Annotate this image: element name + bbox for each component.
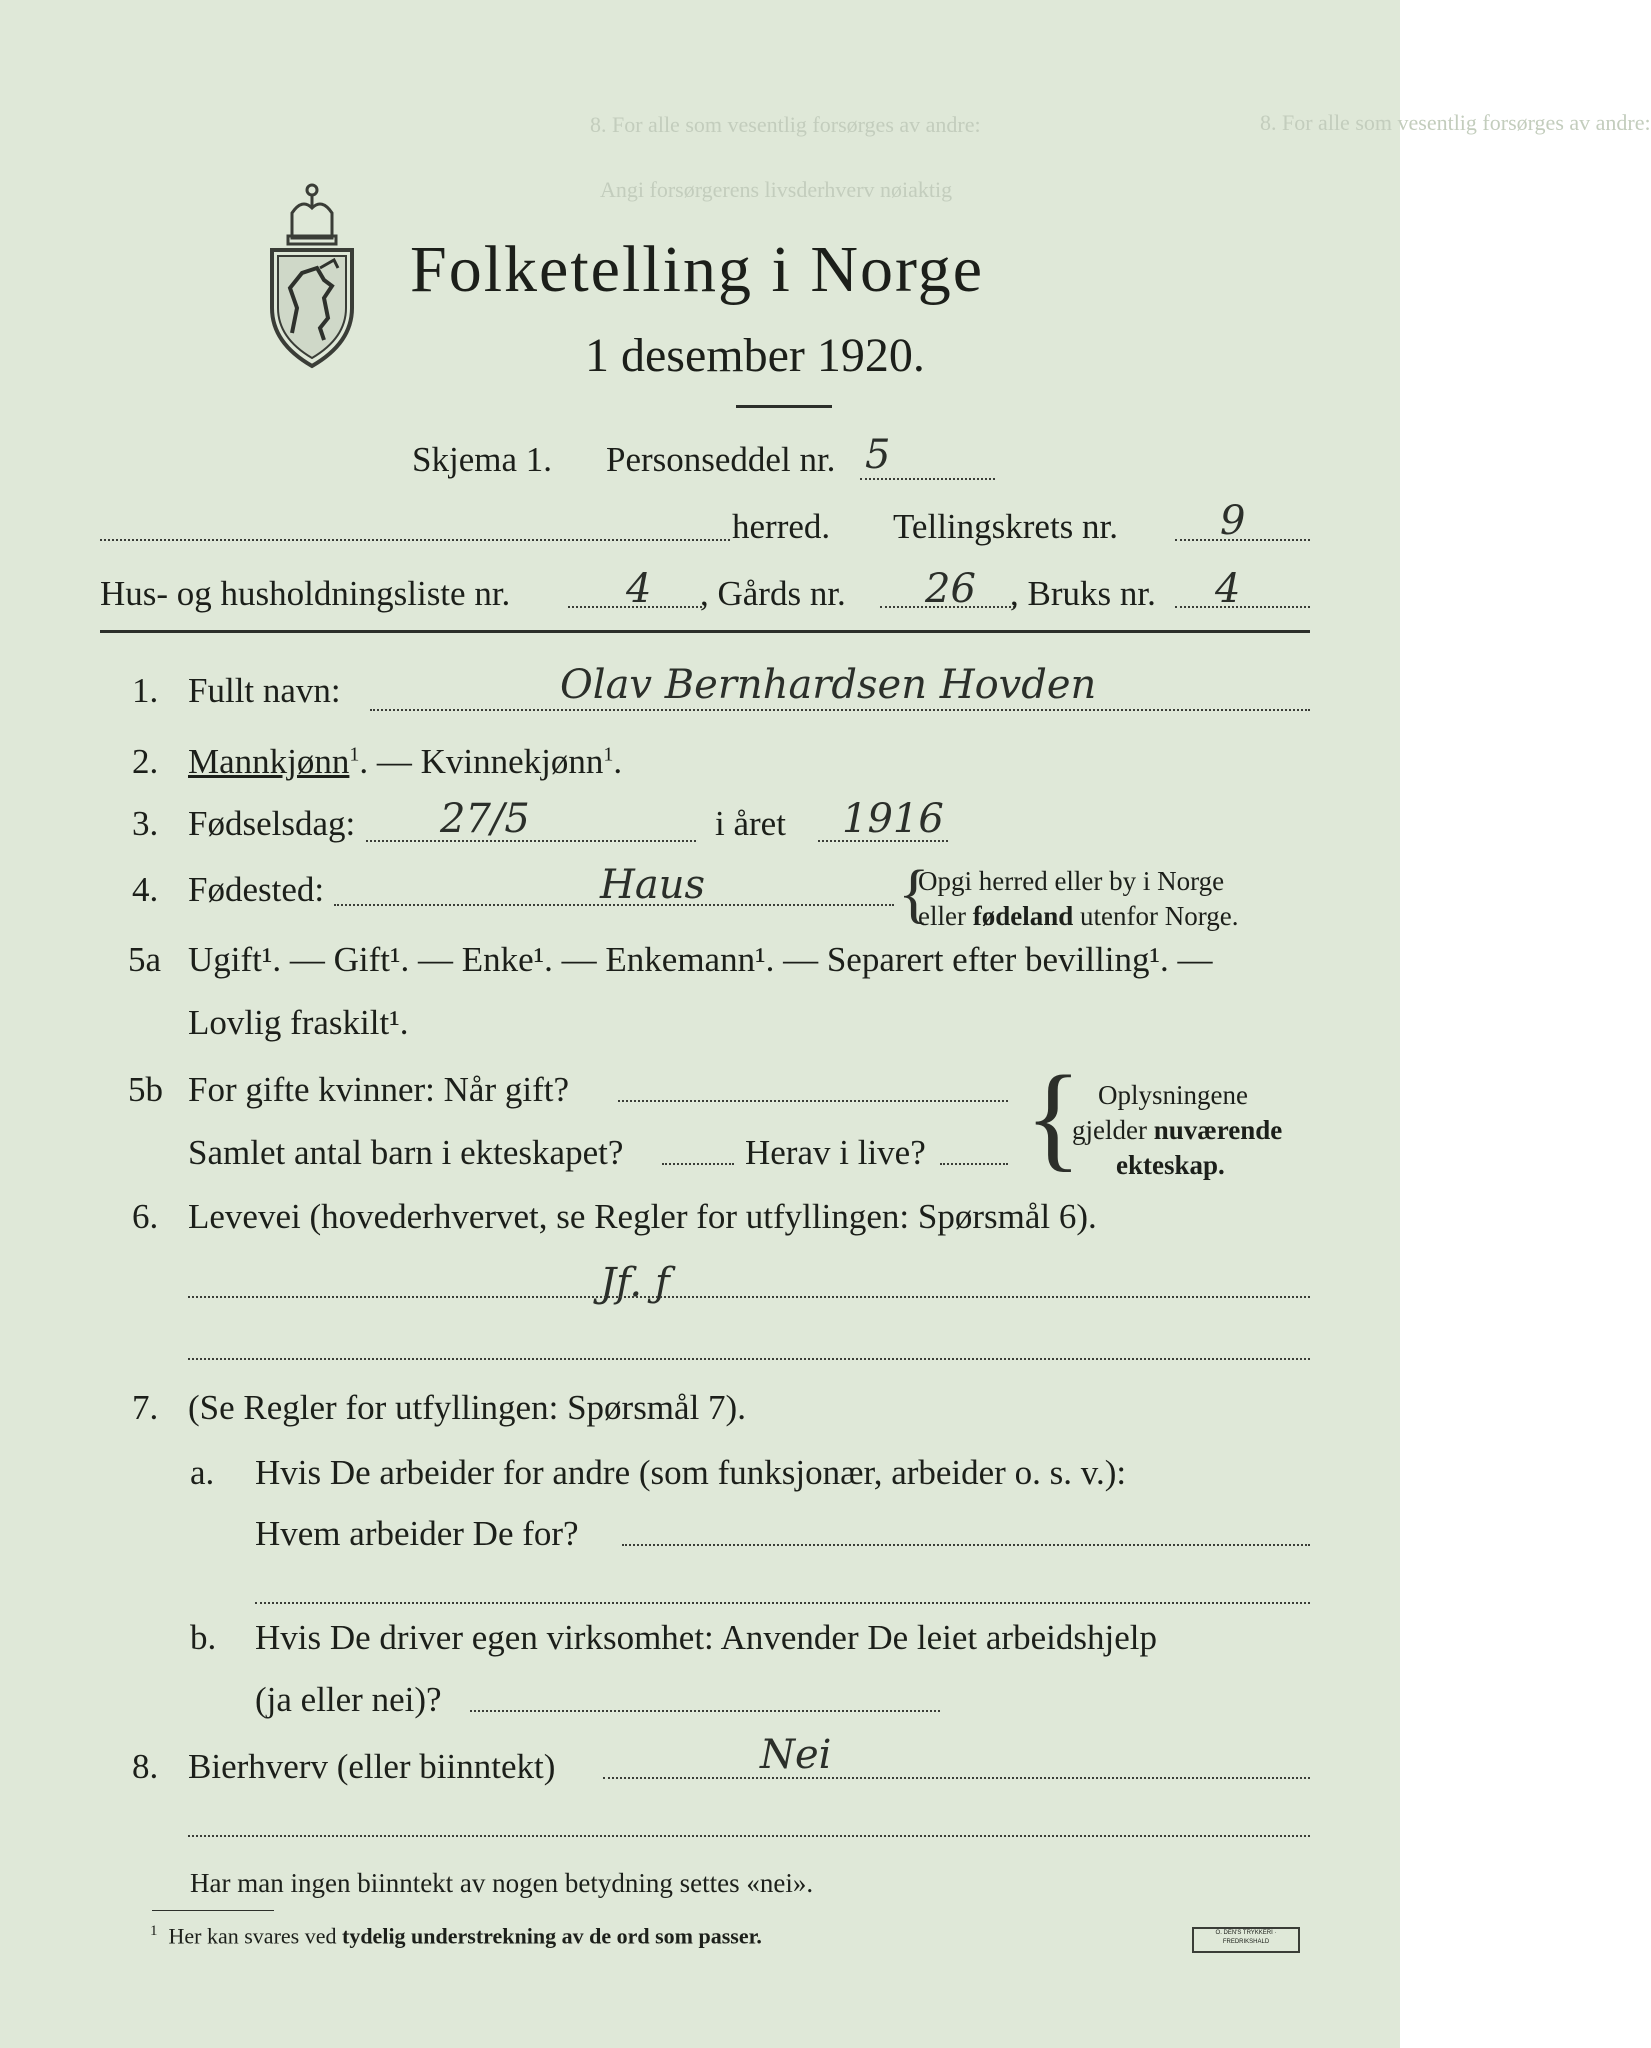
footnote-marker: 1 [349,743,360,766]
herred-label: herred. [732,507,831,546]
q5b-note-line3: ekteskap. [1116,1150,1225,1180]
q5a-number: 5a [128,940,162,979]
q6-number: 6. [132,1197,159,1236]
show-through-line: 8. For alle som vesentlig forsørges av andre: [1260,110,1651,135]
q7b-hired-help-field[interactable] [470,1710,940,1712]
q5b-children-field[interactable] [662,1163,734,1165]
q5b-married-when-label: For gifte kvinner: Når gift? [188,1070,570,1109]
printer-stamp: O. DEN'S TRYKKERI · FREDRIKSHALD [1192,1927,1300,1953]
census-date: 1 desember 1920. [585,329,925,382]
q7-label: (Se Regler for utfyllingen: Spørsmål 7). [188,1388,746,1427]
q1-full-name-field[interactable] [370,709,1310,711]
schema-label: Skjema 1. [412,440,552,479]
bottom-note: Har man ingen biinntekt av nogen betydning settes «nei». [190,1868,814,1898]
q7b-label-line2: (ja eller nei)? [255,1680,442,1719]
q3-number: 3. [132,804,159,843]
q4-birthplace-field[interactable] [334,904,894,906]
q3-year-label: i året [715,804,786,843]
section-divider [100,630,1310,633]
q2-option-kvinne[interactable]: Kvinnekjønn [420,742,604,781]
show-through-line: Angi forsørgerens livsderhverv nøiaktig [600,177,953,202]
q1-number: 1. [132,671,159,710]
q5a-marital-options-cont[interactable]: Lovlig fraskilt¹. [188,1003,409,1042]
q4-note-line1: Opgi herred eller by i Norge [918,866,1225,896]
bruks-field[interactable] [1175,606,1310,608]
q2-number: 2. [132,742,159,781]
q4-note-line2: eller fødeland utenfor Norge. [918,901,1239,931]
q5b-note-line1: Oplysningene [1098,1080,1248,1110]
page-title: Folketelling i Norge [410,233,985,306]
footnote-marker: 1 [603,743,614,766]
q2-options [188,742,622,782]
q5b-alive-field[interactable] [940,1163,1008,1165]
q1-full-name-value[interactable]: Olav Bernhardsen Hovden [560,662,1097,708]
title-rule [736,405,832,408]
bruks-value[interactable]: 4 [1215,566,1241,612]
q3-birthday-field[interactable] [366,840,696,842]
q4-label: Fødested: [188,870,325,909]
q8-side-income-field[interactable] [603,1777,1310,1779]
q7a-employer-field-2[interactable] [255,1602,1310,1604]
q5b-note-line2: gjelder nuværende [1072,1115,1283,1145]
personseddel-field[interactable] [860,478,995,480]
q7b-letter: b. [190,1618,217,1657]
q7a-employer-field[interactable] [622,1544,1310,1546]
q3-year-value[interactable]: 1916 [842,796,944,842]
norway-coat-of-arms-icon [262,168,362,368]
q3-label: Fødselsdag: [188,804,356,843]
q7b-label-line1: Hvis De driver egen virksomhet: Anvender De leiet arbeidshjelp [255,1618,1157,1657]
q7a-label-line2: Hvem arbeider De for? [255,1514,579,1553]
footnote: $^1$ Her kan svares ved tydelig understrekning av de ord som passer. [150,1923,762,1949]
q5b-note-brace: { [1025,1051,1082,1182]
show-through-line: 8. For alle som vesentlig forsørges av andre: [590,112,981,137]
q7a-letter: a. [190,1453,215,1492]
q3-birthday-value[interactable]: 27/5 [440,796,530,842]
gards-value[interactable]: 26 [925,566,976,612]
q1-label: Fullt navn: [188,671,341,710]
q8-side-income-value[interactable]: Nei [760,1732,832,1778]
hus-field[interactable] [568,606,702,608]
bruks-label: , Bruks nr. [1010,574,1156,613]
q7a-label-line1: Hvis De arbeider for andre (som funksjonær, arbeider o. s. v.): [255,1453,1127,1492]
gards-label: , Gårds nr. [700,574,846,613]
q4-number: 4. [132,870,159,909]
q5b-children-label: Samlet antal barn i ekteskapet? [188,1133,624,1172]
q2-separator: . — [359,742,421,781]
q3-year-field[interactable] [818,840,948,842]
gards-field[interactable] [880,606,1015,608]
q8-number: 8. [132,1747,159,1786]
q8-side-income-field-2[interactable] [188,1835,1310,1837]
personseddel-label: Personseddel nr. [606,440,836,479]
q2-end: . [613,742,623,781]
q4-birthplace-value[interactable]: Haus [600,862,706,908]
q8-label: Bierhverv (eller biinntekt) [188,1747,556,1786]
q6-occupation-field-2[interactable] [188,1358,1310,1360]
q5b-alive-label: Herav i live? [745,1133,926,1172]
tellingskrets-value[interactable]: 9 [1220,498,1246,544]
tellingskrets-label: Tellingskrets nr. [893,507,1119,546]
q6-occupation-value[interactable]: Jf. ƒ [600,1260,670,1306]
q5b-number: 5b [128,1070,163,1109]
tellingskrets-field[interactable] [1175,539,1310,541]
q6-occupation-field[interactable] [188,1296,1310,1298]
herred-field[interactable] [100,539,730,541]
q5b-married-when-field[interactable] [618,1100,1008,1102]
personseddel-value[interactable]: 5 [865,432,891,478]
q4-note-brace: { [898,857,930,930]
hus-value[interactable]: 4 [626,566,652,612]
q6-label: Levevei (hovederhvervet, se Regler for utfyllingen: Spørsmål 6). [188,1197,1097,1236]
q7-number: 7. [132,1388,159,1427]
q5a-marital-options[interactable]: Ugift¹. — Gift¹. — Enke¹. — Enkemann¹. — Separert efter bevilling¹. — [188,940,1213,979]
footnote-rule [152,1910,274,1911]
hus-label: Hus- og husholdningsliste nr. [100,574,511,613]
q2-option-mann[interactable]: Mannkjønn [188,742,350,781]
